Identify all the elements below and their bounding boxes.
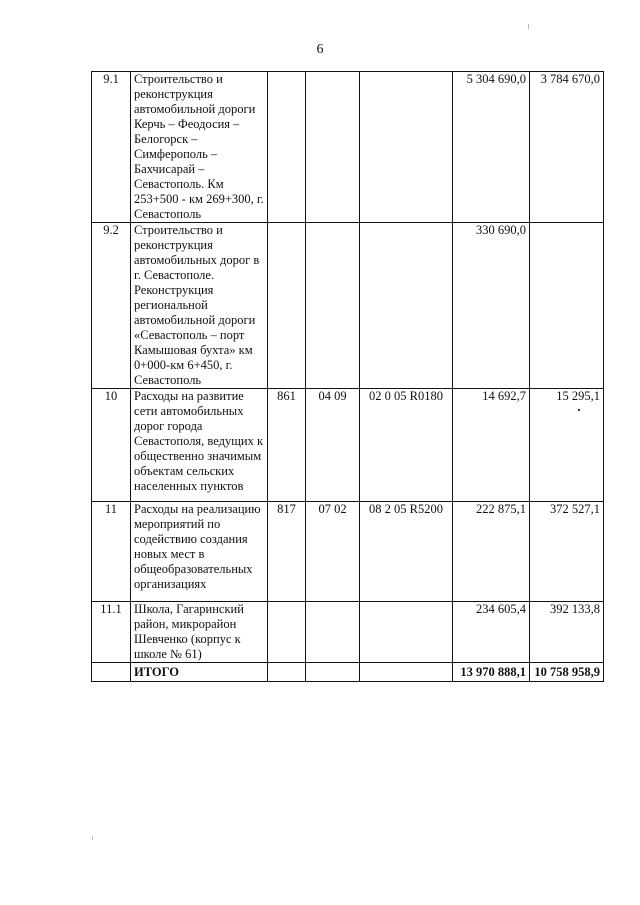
amount-year-2: 372 527,1 <box>530 502 604 602</box>
table-row-9-2 <box>92 223 604 389</box>
amount-year-1: 222 875,1 <box>453 502 530 602</box>
table-row-11-1 <box>92 602 604 663</box>
scan-mark-left <box>92 836 93 840</box>
amount-year-1: 14 692,7 <box>453 389 530 502</box>
row-number <box>92 663 131 682</box>
row-name: Строительство и реконструкция автомобильных дорог в г. Севастополе. Реконструкция региональной автомобильной дороги «Севастополь – порт Камышовая бухта» км 0+000-км 6+450, г. Севастополь <box>131 223 268 389</box>
section-code: 07 02 <box>306 502 360 602</box>
budget-table <box>91 71 604 682</box>
amount-year-2: 15 295,1 <box>530 389 604 502</box>
section-code <box>306 223 360 389</box>
amount-year-1: 5 304 690,0 <box>453 72 530 223</box>
section-code: 04 09 <box>306 389 360 502</box>
row-number: 11 <box>92 502 131 602</box>
target-code: 02 0 05 R0180 <box>360 389 453 502</box>
row-number: 9.1 <box>92 72 131 223</box>
admin-code <box>268 602 306 663</box>
amount-year-2 <box>530 223 604 389</box>
admin-code <box>268 663 306 682</box>
amount-year-2: 392 133,8 <box>530 602 604 663</box>
admin-code: 817 <box>268 502 306 602</box>
admin-code: 861 <box>268 389 306 502</box>
row-name: Строительство и реконструкция автомобильной дороги Керчь – Феодосия – Белогорск – Симферополь – Бахчисарай – Севастополь. Км 253+500 - км 269+300, г. Севастополь <box>131 72 268 223</box>
amount-year-2: 3 784 670,0 <box>530 72 604 223</box>
row-number: 9.2 <box>92 223 131 389</box>
row-name: Школа, Гагаринский район, микрорайон Шевченко (корпус к школе № 61) <box>131 602 268 663</box>
total-row <box>92 663 604 682</box>
section-code <box>306 72 360 223</box>
row-name: Расходы на развитие сети автомобильных дорог города Севастополя, ведущих к общественно значимым объектам сельских населенных пунктов <box>131 389 268 502</box>
scan-speck <box>578 409 580 411</box>
total-label: ИТОГО <box>131 663 268 682</box>
row-number: 10 <box>92 389 131 502</box>
row-name: Расходы на реализацию мероприятий по содействию создания новых мест в общеобразовательных организациях <box>131 502 268 602</box>
section-code <box>306 602 360 663</box>
admin-code <box>268 72 306 223</box>
total-amount-year-2: 10 758 958,9 <box>530 663 604 682</box>
table-row-11 <box>92 502 604 602</box>
target-code <box>360 223 453 389</box>
target-code: 08 2 05 R5200 <box>360 502 453 602</box>
target-code <box>360 72 453 223</box>
table-row-9-1 <box>92 72 604 223</box>
page-number: 6 <box>316 42 324 57</box>
table-row-10 <box>92 389 604 502</box>
target-code <box>360 663 453 682</box>
amount-year-1: 234 605,4 <box>453 602 530 663</box>
section-code <box>306 663 360 682</box>
row-number: 11.1 <box>92 602 131 663</box>
admin-code <box>268 223 306 389</box>
amount-year-1: 330 690,0 <box>453 223 530 389</box>
scan-mark-top <box>528 24 529 29</box>
total-amount-year-1: 13 970 888,1 <box>453 663 530 682</box>
target-code <box>360 602 453 663</box>
